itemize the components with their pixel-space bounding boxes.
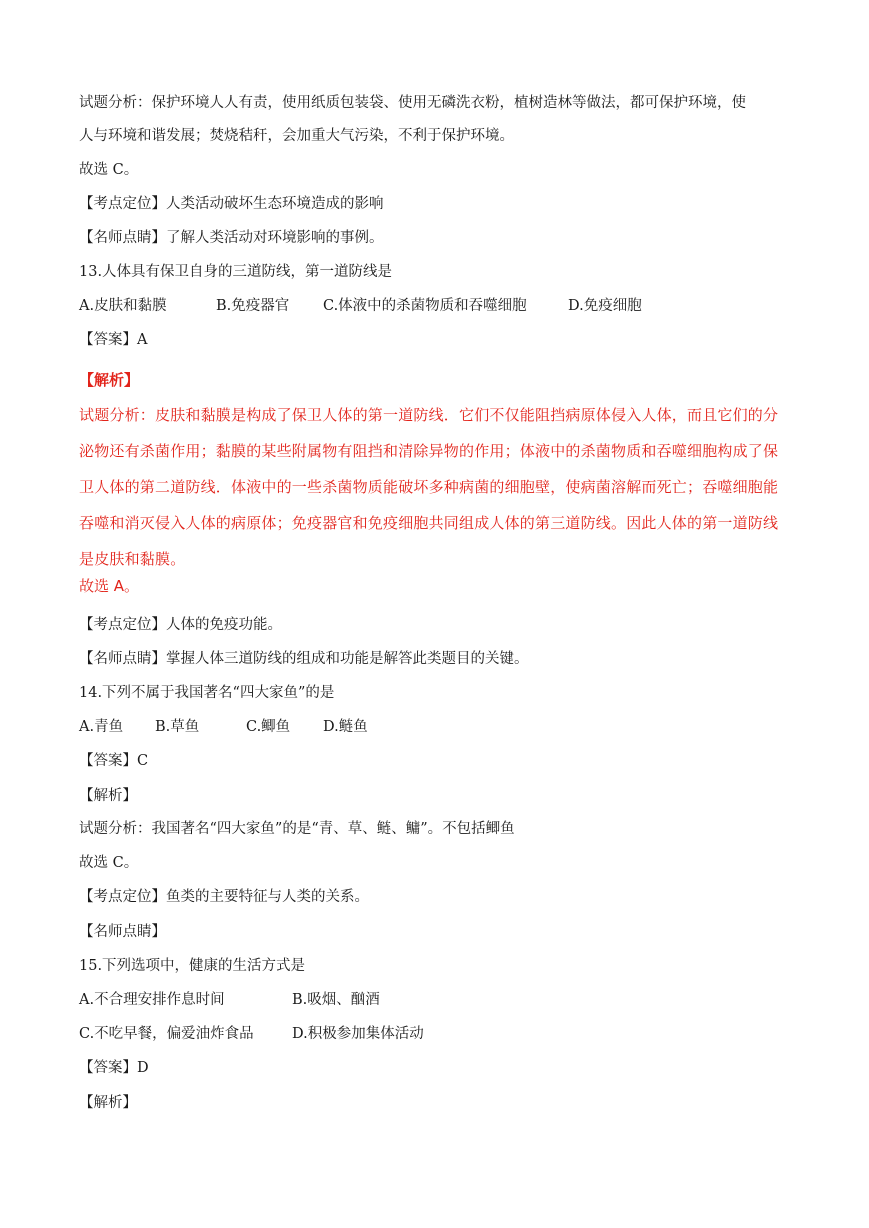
q13-option-c: C.体液中的杀菌物质和吞噬细胞 [323,298,527,314]
question-15: 15.下列选项中，健康的生活方式是 [79,958,306,974]
mingshi-14: 【名师点睛】 [79,924,166,940]
q14-option-a: A.青鱼 [79,719,124,735]
mingshi-12: 【名师点睛】了解人类活动对环境影响的事例。 [79,230,384,246]
answer-13: 【答案】A [79,332,148,348]
question-13: 13.人体具有保卫自身的三道防线，第一道防线是 [79,264,393,280]
answer-15: 【答案】D [79,1060,149,1076]
q13-option-b: B.免疫器官 [216,298,290,314]
question-14: 14.下列不属于我国著名“四大家鱼”的是 [79,685,335,701]
analysis-13-line: 卫人体的第二道防线．体液中的一些杀菌物质能破坏多种病菌的细胞壁，使病菌溶解而死亡；吞噬细胞能 [79,478,779,496]
choice-12: 故选 C。 [79,162,139,178]
analysis-12-line-1: 试题分析：保护环境人人有责，使用纸质包装袋、使用无磷洗衣粉，植树造林等做法，都可保护环境，使 [79,95,746,111]
jiexi-15-label: 【解析】 [79,1095,137,1111]
q14-option-c: C.鲫鱼 [246,719,291,735]
analysis-14: 试题分析：我国著名“四大家鱼”的是“青、草、鲢、鳙”。不包括鲫鱼 [79,821,515,837]
q13-option-a: A.皮肤和黏膜 [79,298,167,314]
q14-option-b: B.草鱼 [155,719,200,735]
kaodian-13: 【考点定位】人体的免疫功能。 [79,617,282,633]
analysis-12-line-2: 人与环境和谐发展；焚烧秸秆，会加重大气污染，不利于保护环境。 [79,128,514,144]
kaodian-14: 【考点定位】鱼类的主要特征与人类的关系。 [79,889,369,905]
q15-option-a: A.不合理安排作息时间 [79,992,225,1008]
q13-option-d: D.免疫细胞 [568,298,642,314]
analysis-13 [79,397,791,577]
answer-14: 【答案】C [79,753,149,769]
q15-option-c: C.不吃早餐，偏爱油炸食品 [79,1026,254,1042]
analysis-13-line: 泌物还有杀菌作用；黏膜的某些附属物有阻挡和清除异物的作用；体液中的杀菌物质和吞噬细胞构成了保 [79,442,779,460]
q14-option-d: D.鲢鱼 [323,719,368,735]
choice-13: 故选 A。 [79,577,140,595]
choice-14: 故选 C。 [79,855,139,871]
analysis-13-line: 是皮肤和黏膜。 [79,550,186,568]
jiexi-13-label: 【解析】 [79,371,140,389]
analysis-13-line: 吞噬和消灭侵入人体的病原体；免疫器官和免疫细胞共同组成人体的第三道防线。因此人体的第一道防线 [79,514,779,532]
kaodian-12: 【考点定位】人类活动破坏生态环境造成的影响 [79,196,384,212]
q15-option-b: B.吸烟、酗酒 [292,992,380,1008]
q15-option-d: D.积极参加集体活动 [292,1026,424,1042]
analysis-13-line: 试题分析：皮肤和黏膜是构成了保卫人体的第一道防线．它们不仅能阻挡病原体侵入人体，而且它们的分 [79,406,779,424]
jiexi-14-label: 【解析】 [79,788,137,804]
mingshi-13: 【名师点睛】掌握人体三道防线的组成和功能是解答此类题目的关键。 [79,651,529,667]
